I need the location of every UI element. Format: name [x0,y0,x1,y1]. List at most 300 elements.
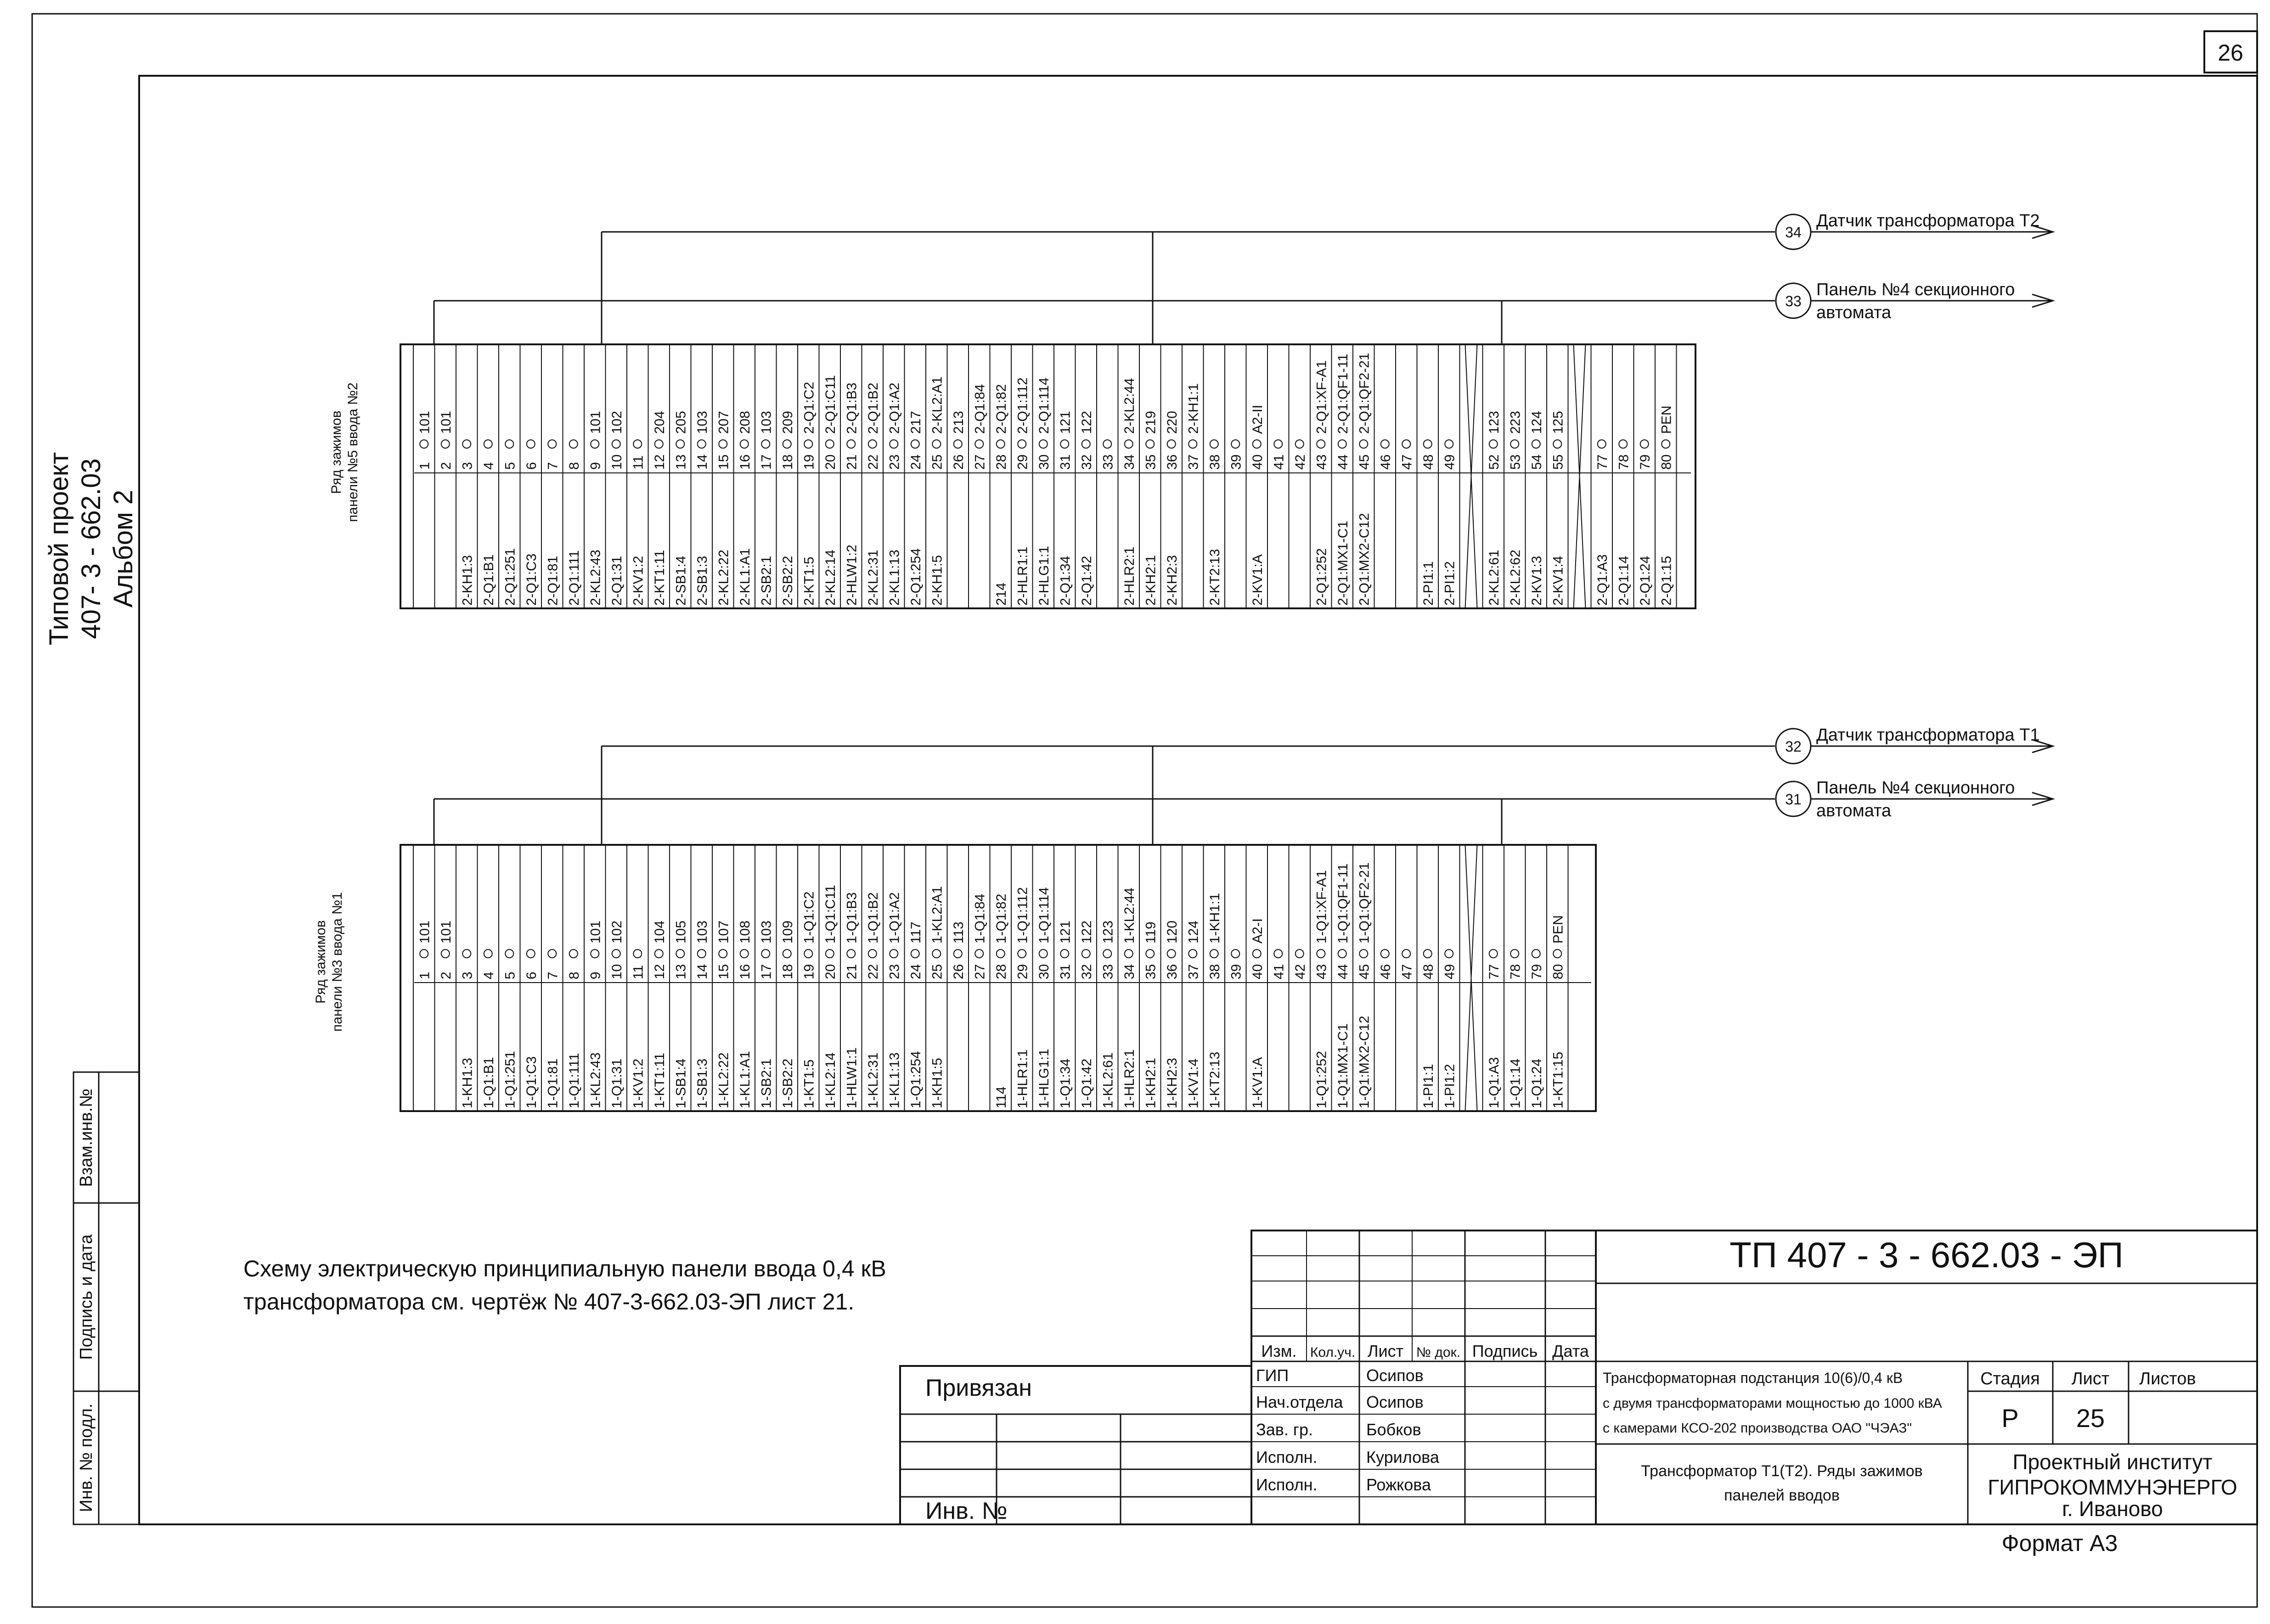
terminal-number: 4 [481,462,496,470]
terminal-bottom-label: 1-Q1:MX2-C12 [1357,1016,1372,1108]
terminal-circle [1082,440,1090,448]
terminal-circle [1189,950,1197,958]
side-title-line-1: Типовой проект [44,452,74,646]
terminal-number: 1 [417,972,433,979]
terminal-top-label: 124 [1186,920,1201,944]
terminal-number: 43 [1314,454,1329,470]
terminal-number: 9 [588,972,603,979]
terminal-bottom-label: 2-SB2:1 [759,556,774,606]
org-line-2: ГИПРОКОММУНЭНЕРГО [1988,1475,2237,1499]
terminal-bottom-label: 1-KV1:A [1250,1057,1265,1108]
terminal-bottom-label: 2-KV1:4 [1550,556,1566,606]
terminal-top-label: 102 [609,410,625,434]
terminal-circle [1082,950,1090,958]
terminal-circle [612,950,620,958]
terminal-top-label: 103 [759,920,774,944]
sheet-value: 25 [2076,1404,2105,1433]
note-line-2: трансформатора см. чертёж № 407-3-662.03-ЭП лист 21. [243,1289,855,1315]
drawing-note [243,1256,886,1315]
terminal-circle [698,440,706,448]
svg-text:панели №5 ввода №2: панели №5 ввода №2 [345,382,360,522]
terminal-circle [1296,950,1304,958]
terminal-top-label: 2-Q1:112 [1015,377,1031,434]
terminal-top-label: 2-Q1:QF1-11 [1335,354,1351,434]
terminal-top-label: 101 [588,410,603,434]
signal-number: 32 [1785,738,1802,755]
sheet-title-line-2: панелей вводов [1724,1487,1840,1504]
terminal-top-label: 113 [951,922,966,944]
binding-label: Привязан [925,1375,1032,1401]
terminal-circle [954,440,962,448]
terminal-circle [761,440,770,448]
rev-header-data: Дата [1552,1342,1589,1360]
terminal-top-label: 1-Q1:C2 [801,891,817,944]
terminal-number: 79 [1529,964,1544,979]
terminal-number: 8 [566,462,582,470]
terminal-number: 39 [1228,454,1244,470]
terminal-circle [1146,440,1154,448]
terminal-top-label: 2-Q1:82 [993,384,1009,434]
signal-label: Датчик трансформатора Т2 [1816,211,2040,230]
terminal-bottom-label: 1-Q1:111 [566,1053,582,1108]
terminal-circle [1018,440,1026,448]
terminal-circle [1489,950,1498,958]
terminal-circle [1060,950,1069,958]
terminal-bottom-label: 2-Q1:31 [609,556,625,606]
terminal-number: 7 [545,972,561,979]
format-label: Формат А3 [2001,1530,2118,1556]
terminal-bottom-label: 1-KV1:2 [631,1058,646,1108]
svg-text:панели №3 ввода №1: панели №3 ввода №1 [330,892,345,1032]
terminal-number: 26 [951,454,966,470]
terminal-circle [890,950,898,958]
terminal-circle [740,950,749,958]
terminal-bottom-label: 2-SB1:3 [694,556,710,606]
terminal-top-label: A2-II [1250,405,1265,434]
terminal-number: 24 [908,454,924,470]
terminal-number: 3 [460,462,475,470]
terminal-circle [484,950,492,958]
terminal-top-label: 2-Q1:B3 [844,382,860,434]
terminal-bottom-label: 2-KL2:31 [865,550,881,606]
terminal-circle [591,950,599,958]
project-line-1: Трансформаторная подстанция 10(6)/0,4 кВ [1603,1370,1903,1386]
terminal-top-label: 125 [1550,410,1566,434]
terminal-top-label: 1-Q1:114 [1036,887,1052,944]
terminal-circle [911,950,919,958]
terminal-number: 28 [993,964,1009,979]
terminal-number: 79 [1637,454,1653,470]
terminal-circle [868,440,877,448]
terminal-top-label: PEN [1550,915,1566,944]
terminal-circle [1231,950,1239,958]
terminal-top-label: 2-Q1:XF-A1 [1314,360,1329,434]
terminal-number: 28 [993,454,1009,470]
terminal-circle [1424,950,1432,958]
terminal-number: 16 [737,964,753,979]
org-line-3: г. Иваново [2062,1497,2163,1521]
terminal-number: 6 [524,462,539,470]
terminal-top-label: 219 [1143,410,1159,434]
terminal-number: 34 [1121,454,1137,470]
terminal-number: 26 [951,964,966,979]
terminal-number: 49 [1442,964,1458,979]
terminal-number: 35 [1143,454,1159,470]
signal-number: 33 [1785,293,1802,309]
terminal-bottom-label: 2-SB2:2 [780,556,795,606]
terminal-circle [441,950,450,958]
terminal-top-label: 1-Q1:B2 [865,892,881,944]
document-code: ТП 407 - 3 - 662.03 - ЭП [1729,1235,2124,1275]
terminal-circle [1510,950,1519,958]
terminal-circle [1146,950,1154,958]
terminal-bottom-label: 1-HLR1:1 [1015,1049,1031,1108]
terminal-circle [1359,950,1368,958]
terminal-top-label: 220 [1164,410,1180,434]
terminal-circle [655,440,663,448]
terminal-bottom-label: 2-KL2:14 [822,550,838,606]
terminal-number: 12 [652,454,667,470]
terminal-top-label: 2-KL2:44 [1121,378,1137,434]
terminal-top-label: 103 [759,410,774,434]
terminal-bottom-label: 1-Q1:14 [1508,1058,1523,1108]
terminal-bottom-label: 2-KL1:13 [887,550,902,606]
terminal-circle [1274,950,1282,958]
terminal-circle [1445,950,1453,958]
terminal-circle [420,950,428,958]
signal-label: автомата [1816,801,1892,820]
terminal-circle [1553,950,1561,958]
terminal-bottom-label: 2-SB1:4 [673,556,689,606]
terminal-number: 44 [1335,964,1351,979]
terminal-bottom-label: 2-Q1:81 [545,556,561,606]
terminal-circle [1619,440,1627,448]
stage-value: Р [2001,1404,2019,1433]
terminal-top-label: 1-Q1:112 [1015,887,1031,944]
sheets-label: Листов [2139,1369,2196,1388]
terminal-number: 78 [1616,454,1632,470]
terminal-bottom-label: 1-KL1:13 [887,1052,902,1108]
terminal-number: 10 [609,964,625,979]
terminal-bottom-label: 2-HLG1:1 [1036,545,1052,606]
terminal-circle [1532,440,1540,448]
terminal-bottom-label: 1-KV1:4 [1186,1058,1201,1108]
role-ispoln-1: Исполн. [1256,1448,1318,1467]
terminal-circle [548,440,556,448]
left-stamp [73,1072,139,1524]
terminal-bottom-label: 114 [993,1086,1009,1108]
terminal-circle [1125,440,1133,448]
terminal-circle [826,950,834,958]
signal-lines-panel-3 [434,725,2053,845]
terminal-circle [1039,440,1048,448]
terminal-number: 42 [1292,454,1308,470]
terminal-number: 15 [716,964,732,979]
terminal-bottom-label: 1-SB2:1 [759,1058,774,1108]
terminal-strip-panel-3 [400,845,1596,1111]
terminal-bottom-label: 2-KH2:1 [1143,555,1159,606]
terminal-bottom-label: 1-Q1:254 [908,1051,924,1108]
terminal-top-label: 207 [716,410,732,434]
page-number-box [2204,31,2257,73]
terminal-number: 42 [1292,964,1308,979]
terminal-number: 32 [1079,964,1094,979]
terminal-top-label: PEN [1659,405,1674,434]
terminal-circle [633,950,642,958]
terminal-bottom-label: 2-KL2:43 [588,550,603,606]
role-gip: ГИП [1256,1366,1289,1385]
terminal-circle [1381,950,1389,958]
terminal-bottom-label: 1-Q1:34 [1058,1058,1073,1108]
terminal-circle [975,950,983,958]
terminal-strip-panel-5 [400,344,1695,608]
terminal-top-label: 123 [1486,410,1502,434]
terminal-bottom-label: 214 [993,582,1009,606]
terminal-circle [1274,440,1282,448]
terminal-bottom-label: 1-KH1:5 [929,1057,945,1108]
terminal-bottom-label: 2-KL2:62 [1508,550,1523,606]
terminal-top-label: 107 [716,920,732,944]
terminal-bottom-label: 1-Q1:24 [1529,1058,1544,1108]
terminal-circle [1296,440,1304,448]
terminal-circle [997,950,1005,958]
terminal-circle [719,440,727,448]
terminal-top-label: 2-Q1:84 [972,384,988,434]
terminal-number: 46 [1378,454,1393,470]
terminal-circle [783,950,791,958]
terminal-top-label: 117 [908,922,924,944]
terminal-number: 38 [1207,454,1222,470]
terminal-number: 33 [1100,454,1116,470]
terminal-top-label: 217 [908,410,924,434]
terminal-circle [569,950,578,958]
signal-label: Датчик трансформатора Т1 [1816,725,2040,745]
terminal-number: 44 [1335,454,1351,470]
terminal-top-label: 2-Q1:QF2-21 [1357,353,1372,434]
terminal-circle [1189,440,1197,448]
terminal-bottom-label: 2-Q1:42 [1079,556,1094,606]
terminal-top-label: 1-Q1:C11 [822,885,838,944]
terminal-top-label: 121 [1058,410,1073,434]
terminal-bottom-label: 1-KL1:A1 [737,1051,753,1108]
terminal-circle [1231,440,1239,448]
terminal-number: 15 [716,454,732,470]
terminal-circle [1662,440,1670,448]
terminal-circle [1039,950,1048,958]
terminal-top-label: 105 [673,920,689,944]
terminal-circle [932,440,941,448]
terminal-top-label: 122 [1079,920,1094,944]
terminal-number: 5 [502,972,518,979]
terminal-bottom-label: 1-KL2:43 [588,1052,603,1108]
terminal-number: 23 [887,964,902,979]
terminal-top-label: 119 [1143,922,1159,944]
terminal-circle [1167,440,1176,448]
terminal-number: 8 [566,972,582,979]
sheet-title-line-1: Трансформатор Т1(Т2). Ряды зажимов [1641,1462,1923,1480]
terminal-number: 13 [673,454,689,470]
terminal-circle [505,950,513,958]
terminal-bottom-label: 2-HLR1:1 [1015,546,1031,606]
terminal-circle [1210,440,1218,448]
terminal-bottom-label: 1-KL2:22 [716,1052,732,1108]
terminal-number: 21 [844,964,860,979]
terminal-circle [868,950,877,958]
terminal-number: 22 [865,964,881,979]
terminal-bottom-label: 2-Q1:34 [1058,556,1073,606]
terminal-top-label: 101 [588,920,603,944]
side-title-line-2: 407- 3 - 662.03 [76,458,106,639]
terminal-number: 29 [1015,454,1031,470]
terminal-number: 33 [1100,964,1116,979]
role-nach: Нач.отдела [1256,1393,1343,1411]
terminal-bottom-label: 2-Q1:C3 [524,553,539,606]
binding-block [900,1366,1251,1524]
terminal-bottom-label: 1-KH1:3 [460,1057,475,1108]
terminal-bottom-label: 1-Q1:251 [502,1051,518,1108]
terminal-number: 30 [1036,454,1052,470]
terminal-top-label: 2-Q1:C2 [801,382,817,434]
terminal-top-label: 101 [438,410,454,434]
terminal-number: 12 [652,964,667,979]
terminal-bottom-label: 2-KL2:61 [1486,550,1502,606]
terminal-bottom-label: 2-Q1:251 [502,548,518,606]
terminal-circle [804,950,812,958]
terminal-number: 38 [1207,964,1222,979]
terminal-circle [1338,440,1346,448]
terminal-circle [1532,950,1540,958]
terminal-circle [1103,440,1111,448]
terminal-bottom-label: 2-Q1:B1 [481,554,496,606]
terminal-bottom-label: 1-KT2:13 [1207,1051,1222,1108]
terminal-top-label: 213 [951,410,966,434]
terminal-number: 2 [438,972,454,979]
terminal-top-label: 101 [417,410,433,434]
terminal-bottom-label: 2-PI1:2 [1442,561,1458,606]
terminal-number: 30 [1036,964,1052,979]
terminal-bottom-label: 1-SB1:3 [694,1058,710,1108]
terminal-circle [1103,950,1111,958]
terminal-bottom-label: 1-HLG1:1 [1036,1048,1052,1108]
terminal-top-label: 108 [737,920,753,944]
signal-label: Панель №4 секционного [1816,280,2015,299]
terminal-circle [676,950,684,958]
terminal-bottom-label: 1-KL2:61 [1100,1052,1116,1108]
terminal-circle [612,440,620,448]
note-line-1: Схему электрическую принципиальную панели ввода 0,4 кВ [243,1256,886,1281]
terminal-bottom-label: 1-KT1:15 [1550,1051,1566,1108]
side-title-line-3: Альбом 2 [108,489,138,608]
terminal-bottom-label: 1-Q1:81 [545,1058,561,1108]
terminal-number: 19 [801,964,817,979]
terminal-circle [1553,440,1561,448]
terminal-top-label: 122 [1079,410,1094,434]
terminal-bottom-label: 2-KH1:3 [460,555,475,606]
terminal-top-label: 2-Q1:A2 [887,382,902,434]
signal-lines-panel-5 [434,211,2053,344]
signal-number: 34 [1785,224,1802,241]
terminal-circle [462,440,471,448]
stamp-vzam: Взам.инв.№ [77,1088,96,1187]
terminal-bottom-label: 2-Q1:252 [1314,548,1329,606]
terminal-circle [1510,440,1519,448]
terminal-circle [847,440,855,448]
terminal-number: 11 [631,455,646,470]
terminal-bottom-label: 1-Q1:252 [1314,1051,1329,1108]
terminal-circle [1018,950,1026,958]
terminal-bottom-label: 1-Q1:C3 [524,1056,539,1108]
terminal-circle [548,950,556,958]
terminal-circle [1640,440,1649,448]
project-line-2: с двумя трансформаторами мощностью до 1000 кВА [1603,1396,1942,1411]
terminal-circle [783,440,791,448]
terminal-bottom-label: 1-KT1:5 [801,1059,817,1108]
terminal-circle [1253,950,1261,958]
terminal-circle [1402,440,1410,448]
terminal-bottom-label: 2-Q1:A3 [1594,554,1610,606]
terminal-circle [1253,440,1261,448]
terminal-circle [997,440,1005,448]
terminal-bottom-label: 2-KV1:3 [1529,556,1544,606]
terminal-circle [441,440,450,448]
terminal-number: 48 [1420,454,1436,470]
rev-header-doc: № док. [1416,1345,1461,1360]
terminal-number: 27 [972,964,988,979]
terminal-number: 46 [1378,964,1393,979]
terminal-number: 22 [865,454,881,470]
terminal-bottom-label: 2-PI1:1 [1420,561,1436,606]
terminal-bottom-label: 1-HLR2:1 [1121,1049,1137,1108]
terminal-number: 3 [460,972,475,979]
terminal-top-label: 1-Q1:QF2-21 [1357,862,1372,944]
terminal-number: 1 [417,462,433,470]
signal-label: Панель №4 секционного [1816,778,2015,798]
terminal-top-label: 123 [1100,920,1116,944]
terminal-bottom-label: 1-HLW1:1 [844,1047,860,1108]
terminal-top-label: 121 [1058,920,1073,944]
terminal-bottom-label: 1-KT1:11 [652,1052,667,1108]
terminal-circle [591,440,599,448]
terminal-top-label: 1-Q1:XF-A1 [1314,870,1329,944]
rev-header-izm: Изм. [1261,1342,1297,1360]
role-ispoln-2: Исполн. [1256,1475,1318,1494]
terminal-number: 39 [1228,964,1244,979]
terminal-circle [1317,440,1325,448]
sheet-label: Лист [2071,1369,2110,1388]
terminal-number: 77 [1594,454,1610,470]
terminal-bottom-label: 2-Q1:24 [1637,556,1653,606]
terminal-circle [1167,950,1176,958]
terminal-number: 47 [1399,454,1415,470]
inv-number-label: Инв. № [925,1498,1008,1524]
terminal-bottom-label: 2-Q1:MX1-C1 [1335,520,1351,606]
terminal-number: 10 [609,454,625,470]
terminal-top-label: 204 [652,410,667,434]
terminal-top-label: 102 [609,920,625,944]
terminal-number: 5 [502,462,518,470]
terminal-circle [462,950,471,958]
terminal-number: 52 [1486,454,1502,470]
terminal-bottom-label: 1-SB1:4 [673,1058,689,1108]
terminal-circle [1424,440,1432,448]
terminal-number: 4 [481,972,496,979]
terminal-top-label: 1-KH1:1 [1207,893,1222,944]
terminal-number: 20 [822,964,838,979]
org-line-1: Проектный институт [2012,1450,2213,1474]
terminal-bottom-label: 1-Q1:MX1-C1 [1335,1023,1351,1108]
terminal-top-label: 205 [673,410,689,434]
terminal-number: 45 [1357,964,1372,979]
